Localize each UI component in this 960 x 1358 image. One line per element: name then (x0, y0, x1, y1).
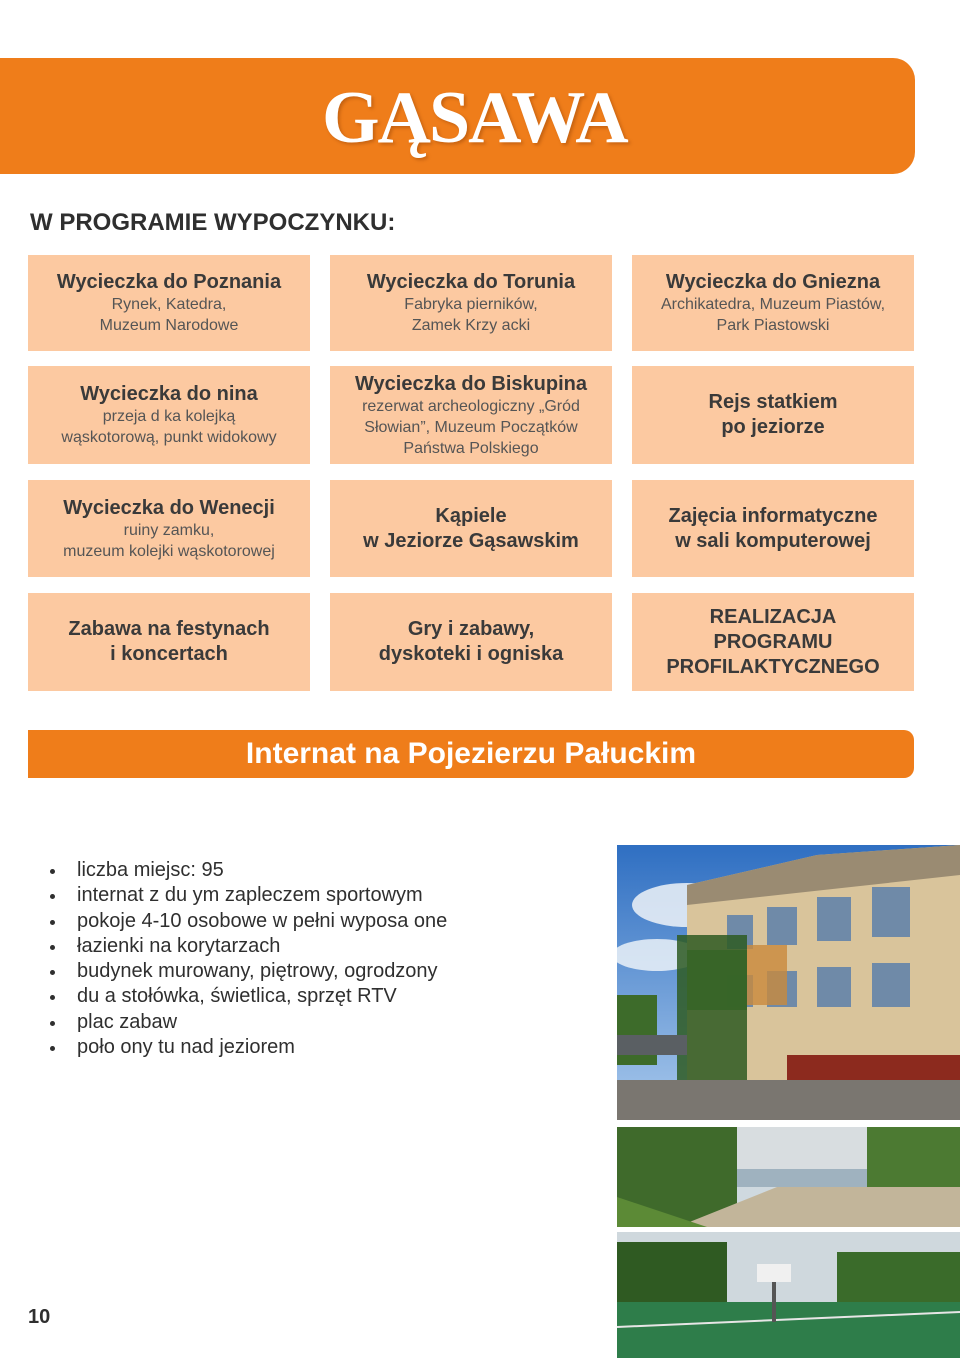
list-item-text: łazienki na korytarzach (77, 934, 281, 957)
tile-title: Wycieczka do Biskupina (355, 372, 587, 395)
title-banner (0, 58, 915, 174)
tile-detail: Archikatedra, Muzeum Piastów, (660, 296, 886, 313)
internat-banner (28, 730, 914, 778)
tile-festivals (28, 593, 310, 691)
page-number: 10 (28, 1306, 51, 1328)
list-item (50, 984, 447, 1009)
list-item-text: liczba miejsc: 95 (77, 859, 224, 881)
list-item-text: pokoje 4-10 osobowe w pełni wyposa one (77, 909, 448, 932)
tile-line: REALIZACJA (709, 605, 837, 628)
tile-line: w Jeziorze Gąsawskim (363, 529, 579, 552)
tile-biskupin (330, 366, 612, 464)
tile-line: Zajęcia informatyczne (668, 504, 878, 527)
sports-field-photo (617, 1232, 960, 1358)
bullet-icon (50, 1021, 55, 1026)
bullet-icon (50, 1046, 55, 1051)
tile-detail: ruiny zamku, (123, 521, 215, 539)
tile-detail: Rynek, Katedra, (111, 296, 227, 313)
list-item (50, 959, 447, 984)
bullet-icon (50, 869, 55, 874)
bullet-icon (50, 970, 55, 975)
tile-prevention-program (632, 593, 914, 691)
list-item (50, 858, 447, 883)
tile-title: Wycieczka do Gniezna (665, 271, 881, 293)
tile-detail: przeja d ka kolejką (102, 408, 236, 425)
tile-line: PROGRAMU (713, 630, 833, 653)
bullet-icon (50, 894, 55, 899)
program-heading: W PROGRAMIE WYPOCZYNKU: (30, 209, 396, 236)
tile-detail: Fabryka pierników, (404, 296, 538, 313)
tile-detail: Muzeum Narodowe (99, 317, 239, 334)
bullet-icon (50, 995, 55, 1000)
list-item-text: du a stołówka, świetlica, sprzęt RTV (77, 985, 397, 1008)
tile-wenecja (28, 480, 310, 577)
tile-detail: Zamek Krzy acki (411, 317, 531, 334)
list-item (50, 909, 447, 934)
tile-computer-classes (632, 480, 914, 577)
tile-detail: wąskotorową, punkt widokowy (61, 429, 277, 446)
tile-title: Wycieczka do Wenecji (63, 496, 275, 519)
list-item (50, 1010, 447, 1035)
bullet-icon (50, 920, 55, 925)
lake-photo (617, 1127, 960, 1227)
tile-detail: Państwa Polskiego (403, 439, 539, 457)
tile-line: i koncertach (110, 643, 228, 665)
bullet-icon (50, 945, 55, 950)
feature-list (50, 858, 447, 1060)
tile-detail: muzeum kolejki wąskotorowej (63, 542, 275, 560)
list-item-text: poło ony tu nad jeziorem (77, 1036, 295, 1059)
tile-title: Wycieczka do Poznania (56, 271, 282, 293)
tile-title: Wycieczka do Torunia (366, 271, 576, 293)
tile-znin (28, 366, 310, 464)
tile-detail: Park Piastowski (716, 317, 830, 334)
tile-swimming (330, 480, 612, 577)
tile-gniezno (632, 255, 914, 351)
list-item-text: plac zabaw (77, 1010, 178, 1033)
tile-boat-trip (632, 366, 914, 464)
tile-detail: rezerwat archeologiczny „Gród (362, 397, 580, 415)
tile-line: Rejs statkiem (708, 391, 838, 413)
tile-line: Kąpiele (435, 504, 507, 527)
tile-games (330, 593, 612, 691)
tile-line: po jeziorze (721, 416, 825, 438)
tile-detail: Słowian”, Muzeum Początków (364, 418, 578, 436)
tile-torun (330, 255, 612, 351)
tile-line: w sali komputerowej (675, 529, 871, 552)
list-item (50, 883, 447, 908)
list-item-text: budynek murowany, piętrowy, ogrodzony (77, 960, 438, 983)
tile-line: PROFILAKTYCZNEGO (666, 655, 880, 678)
tile-line: Gry i zabawy, (407, 618, 535, 640)
list-item-text: internat z du ym zapleczem sportowym (77, 884, 423, 907)
tile-title: Wycieczka do nina (80, 383, 258, 405)
tile-line: Zabawa na festynach (68, 618, 270, 640)
internat-banner-text: Internat na Pojezierzu Pałuckim (245, 737, 697, 770)
list-item (50, 934, 447, 959)
tile-poznan (28, 255, 310, 351)
list-item (50, 1035, 447, 1060)
building-photo (617, 845, 960, 1120)
tile-line: dyskoteki i ogniska (378, 643, 564, 665)
page-title: GĄSAWA (322, 77, 627, 159)
